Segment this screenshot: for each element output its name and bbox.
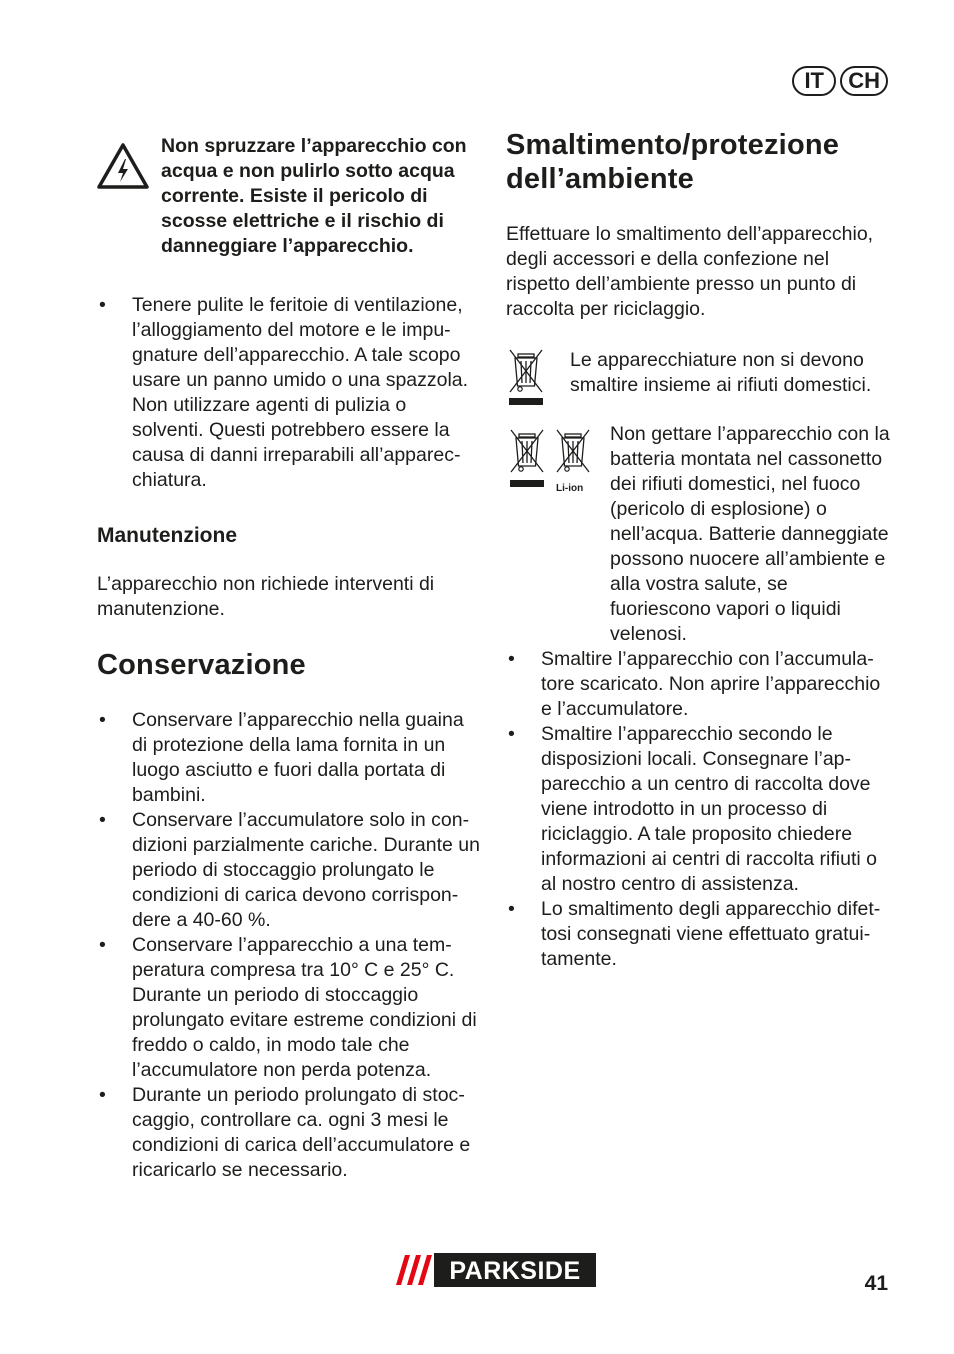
list-item: • Tenere pulite le feritoie di ventilazione, l’alloggiamento del motore e le impugnature dell’apparecchio. A tale scopo usare un panno umido o una spazzola. Non utilizzare agenti di pulizia o solventi. Questi potrebbero essere la causa di danni irreparabili all’apparecchiatura. — [99, 294, 469, 491]
list-item: • Smaltire l’apparecchio secondo le disposizioni locali. Consegnare l’apparecchio a un centro di raccolta dove viene introdotto in un processo di riciclaggio. A tale proposito chiedere informazioni ai centri di raccolta rifiuti o al nostro centro di assistenza. — [508, 723, 877, 895]
crossed-bin-battery-icon — [506, 424, 598, 494]
disposal-heading: Smaltimento/protezione dell’ambiente — [506, 129, 840, 195]
left-column — [97, 134, 482, 1183]
list-item: • Conservare l’accumulatore solo in condizioni parzialmente cariche. Durante un periodo di stoccaggio prolungato le condizioni di carica devono corrispondere a 40-60 %. — [99, 809, 480, 931]
list-item: • Conservare l’apparecchio a una temperatura compresa tra 10° C e 25° C. Durante un periodo di stoccaggio prolungato evitare estreme condizioni di freddo o caldo, in modo tale che l’accumulatore non perda potenza. — [99, 934, 477, 1081]
weee-symbol — [506, 348, 546, 413]
weee-row — [506, 348, 891, 400]
cleaning-list — [97, 293, 482, 493]
parkside-logo — [388, 1253, 598, 1287]
storage-list — [97, 708, 482, 1183]
disposal-list — [506, 647, 891, 972]
maintenance-heading: Manutenzione — [97, 524, 237, 547]
disposal-intro: Effettuare lo smaltimento dell’apparecchio, degli accessori e della confezione nel rispetto dell’ambiente presso un punto di raccolta per riciclaggio. — [506, 223, 874, 320]
brand-name: PARKSIDE — [449, 1257, 581, 1285]
list-item: • Durante un periodo prolungato di stoccaggio, controllare ca. ogni 3 mesi le condizioni di carica dell’accumulatore e ricaricarlo se necessario. — [99, 1084, 471, 1181]
battery-text: Non gettare l’apparecchio con la batteria montata nel cassonetto dei rifiuti domestici, nel fuoco (pericolo di esplosione) o nell’acqua. Batterie danneggiate possono nuocere all’ambiente e alla vostra salute, se fuoriescono vapori o liquidi velenosi. — [610, 423, 890, 645]
right-column — [506, 128, 891, 972]
maintenance-text: L’apparecchio non richiede interventi di manutenzione. — [97, 573, 435, 620]
warning-text: Non spruzzare l’apparecchio con acqua e non pulirlo sotto acqua corrente. Esiste il pericolo di scosse elettriche e il rischio di danneggiare l’apparecchio. — [161, 135, 467, 257]
language-badge-it: IT — [792, 66, 836, 96]
language-badges — [792, 66, 888, 96]
storage-heading: Conservazione — [97, 649, 306, 681]
list-item: • Lo smaltimento degli apparecchio difettosi consegnati viene effettuato gratuitamente. — [508, 898, 881, 970]
battery-row — [506, 422, 891, 647]
warning-block — [97, 134, 482, 259]
crossed-bin-icon — [506, 348, 546, 406]
page-number: 41 — [864, 1272, 888, 1295]
battery-symbols — [506, 424, 598, 501]
electric-shock-warning-icon — [97, 142, 149, 190]
list-item: • Conservare l’apparecchio nella guaina di protezione della lama fornita in un luogo asciutto e fuori dalla portata di bambini. — [99, 709, 464, 806]
weee-text: Le apparecchiature non si devono smaltire insieme ai rifiuti domestici. — [570, 349, 872, 396]
list-item: • Smaltire l’apparecchio con l’accumulatore scaricato. Non aprire l’apparecchio e l’accumulatore. — [508, 648, 881, 720]
language-badge-ch: CH — [840, 66, 888, 96]
li-ion-label: Li-ion — [556, 483, 584, 494]
